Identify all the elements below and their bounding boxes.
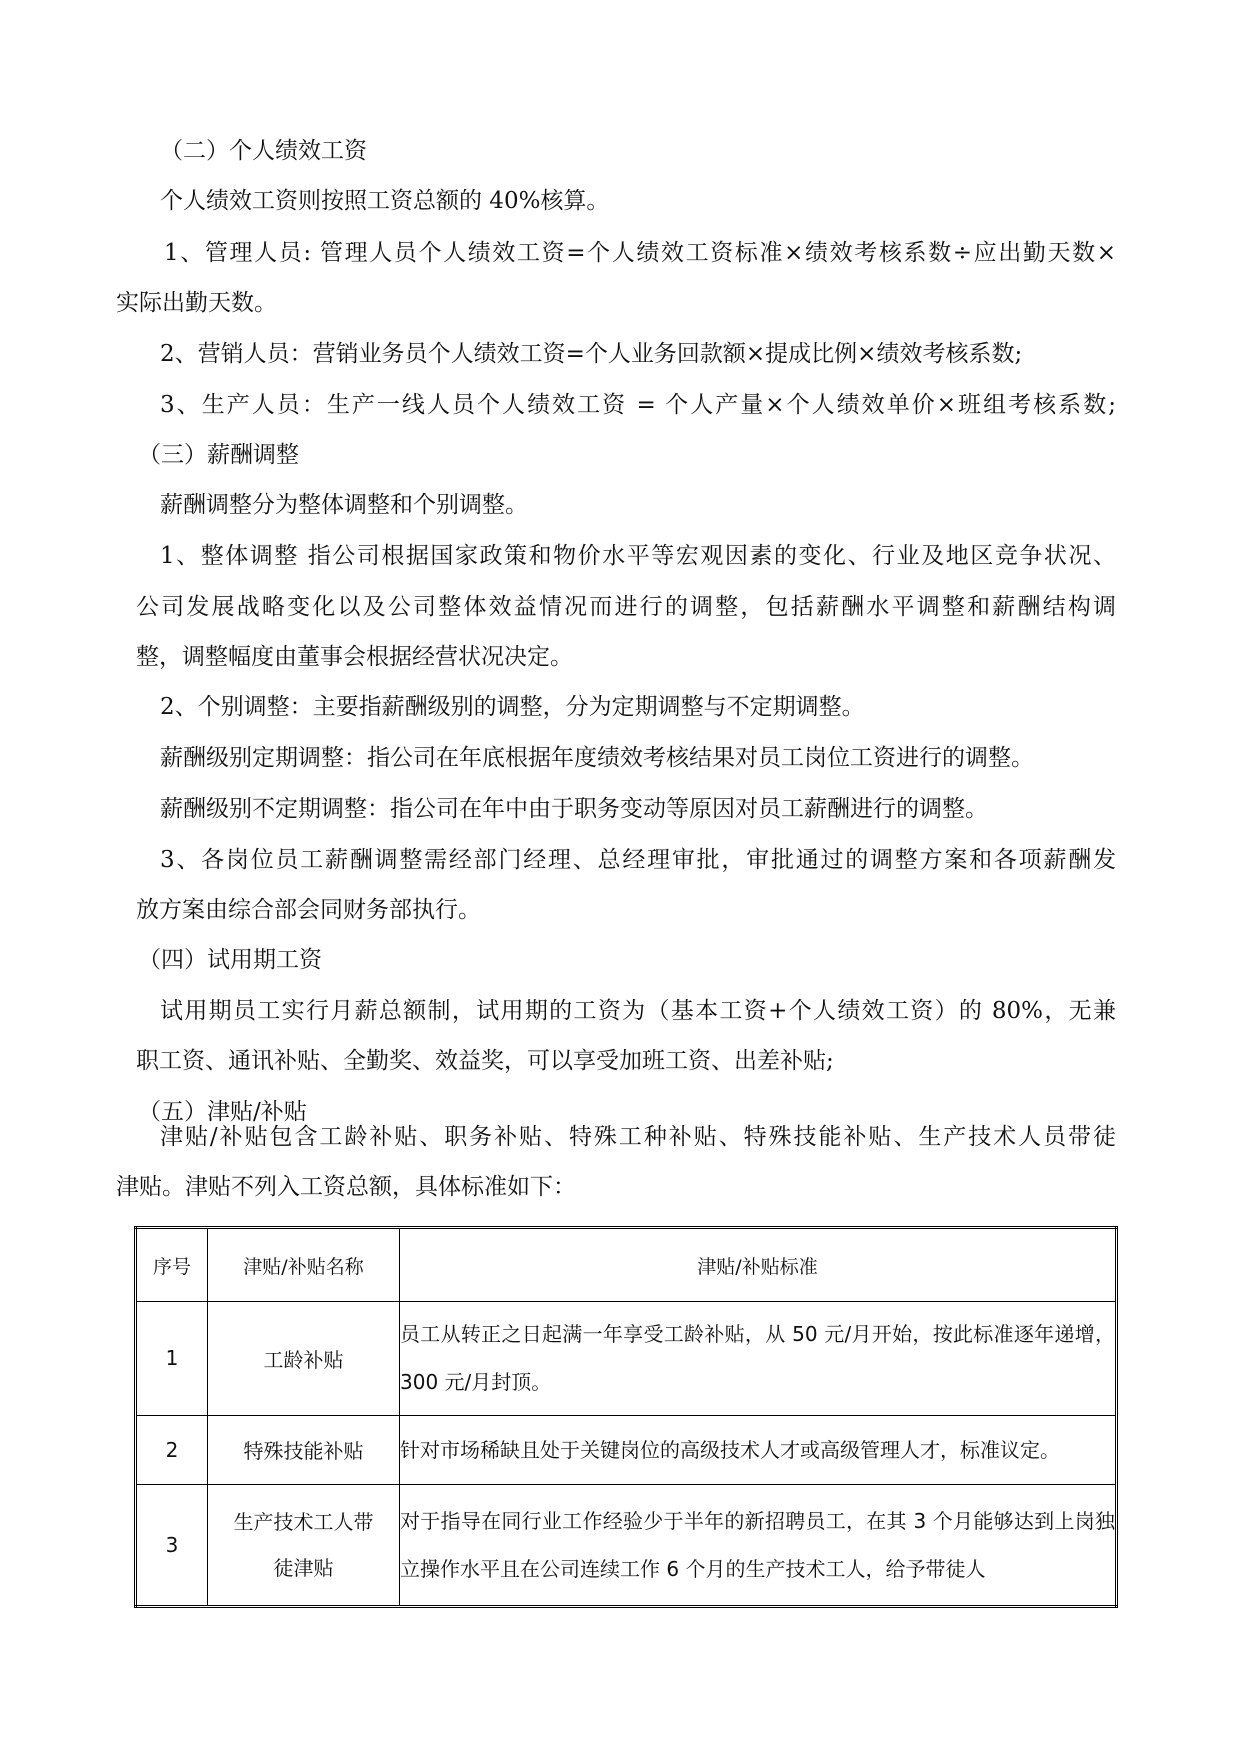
paragraph: 公司发展战略变化以及公司整体效益情况而进行的调整，包括薪酬水平调整和薪酬结构调 — [136, 594, 1116, 620]
paragraph: 3、生产人员：生产一线人员个人绩效工资 = 个人产量×个人绩效单价×班组考核系数; — [160, 392, 1116, 418]
row-no: 3 — [136, 1484, 208, 1606]
paragraph: 1、管理人员: 管理人员个人绩效工资=个人绩效工资标准×绩效考核系数÷应出勤天数× — [164, 240, 1116, 266]
paragraph: 薪酬级别定期调整：指公司在年底根据年度绩效考核结果对员工岗位工资进行的调整。 — [160, 745, 1034, 771]
heading-salary-adjustment: （三）薪酬调整 — [138, 442, 299, 468]
row-name: 生产技术工人带徒津贴 — [208, 1484, 400, 1606]
paragraph: 薪酬调整分为整体调整和个别调整。 — [160, 492, 528, 518]
paragraph: 3、各岗位员工薪酬调整需经部门经理、总经理审批，审批通过的调整方案和各项薪酬发 — [160, 847, 1116, 873]
paragraph: 实际出勤天数。 — [116, 290, 277, 316]
paragraph: 津贴。津贴不列入工资总额，具体标准如下： — [116, 1174, 576, 1200]
heading-performance-pay: （二）个人绩效工资 — [160, 138, 367, 164]
table-row — [136, 1415, 1117, 1484]
table-header-row — [136, 1228, 1117, 1302]
row-no: 2 — [136, 1415, 208, 1484]
paragraph: 2、营销人员：营销业务员个人绩效工资=个人业务回款额×提成比例×绩效考核系数; — [160, 341, 1023, 367]
heading-probation-pay: （四）试用期工资 — [138, 947, 322, 973]
row-standard: 对于指导在同行业工作经验少于半年的新招聘员工，在其 3 个月能够达到上岗独立操作水平且在公司连续工作 6 个月的生产技术工人，给予带徒人 — [400, 1484, 1117, 1606]
row-standard: 针对市场稀缺且处于关键岗位的高级技术人才或高级管理人才，标准议定。 — [400, 1415, 1117, 1484]
paragraph: 薪酬级别不定期调整：指公司在年中由于职务变动等原因对员工薪酬进行的调整。 — [160, 796, 988, 822]
paragraph: 职工资、通讯补贴、全勤奖、效益奖，可以享受加班工资、出差补贴; — [136, 1048, 834, 1074]
paragraph: 放方案由综合部会同财务部执行。 — [136, 897, 481, 923]
paragraph: 1、整体调整 指公司根据国家政策和物价水平等宏观因素的变化、行业及地区竞争状况、 — [160, 543, 1116, 569]
row-no: 1 — [136, 1302, 208, 1416]
row-name: 特殊技能补贴 — [208, 1415, 400, 1484]
paragraph: 津贴/补贴包含工龄补贴、职务补贴、特殊工种补贴、特殊技能补贴、生产技术人员带徒 — [160, 1124, 1116, 1150]
header-no: 序号 — [136, 1228, 208, 1302]
paragraph: 整，调整幅度由董事会根据经营状况决定。 — [136, 644, 573, 670]
header-name: 津贴/补贴名称 — [208, 1228, 400, 1302]
heading-allowance: （五）津贴/补贴 — [138, 1099, 307, 1125]
row-name: 工龄补贴 — [208, 1302, 400, 1416]
allowance-table — [134, 1226, 1118, 1608]
paragraph: 2、个别调整：主要指薪酬级别的调整，分为定期调整与不定期调整。 — [160, 694, 865, 720]
table-row — [136, 1484, 1117, 1606]
row-standard: 员工从转正之日起满一年享受工龄补贴，从 50 元/月开始，按此标准逐年递增，300 元/月封顶。 — [400, 1302, 1117, 1416]
header-standard: 津贴/补贴标准 — [400, 1228, 1117, 1302]
paragraph: 试用期员工实行月薪总额制，试用期的工资为（基本工资+个人绩效工资）的 80%，无兼 — [160, 998, 1116, 1024]
table-row — [136, 1302, 1117, 1416]
paragraph: 个人绩效工资则按照工资总额的 40%核算。 — [160, 188, 610, 214]
